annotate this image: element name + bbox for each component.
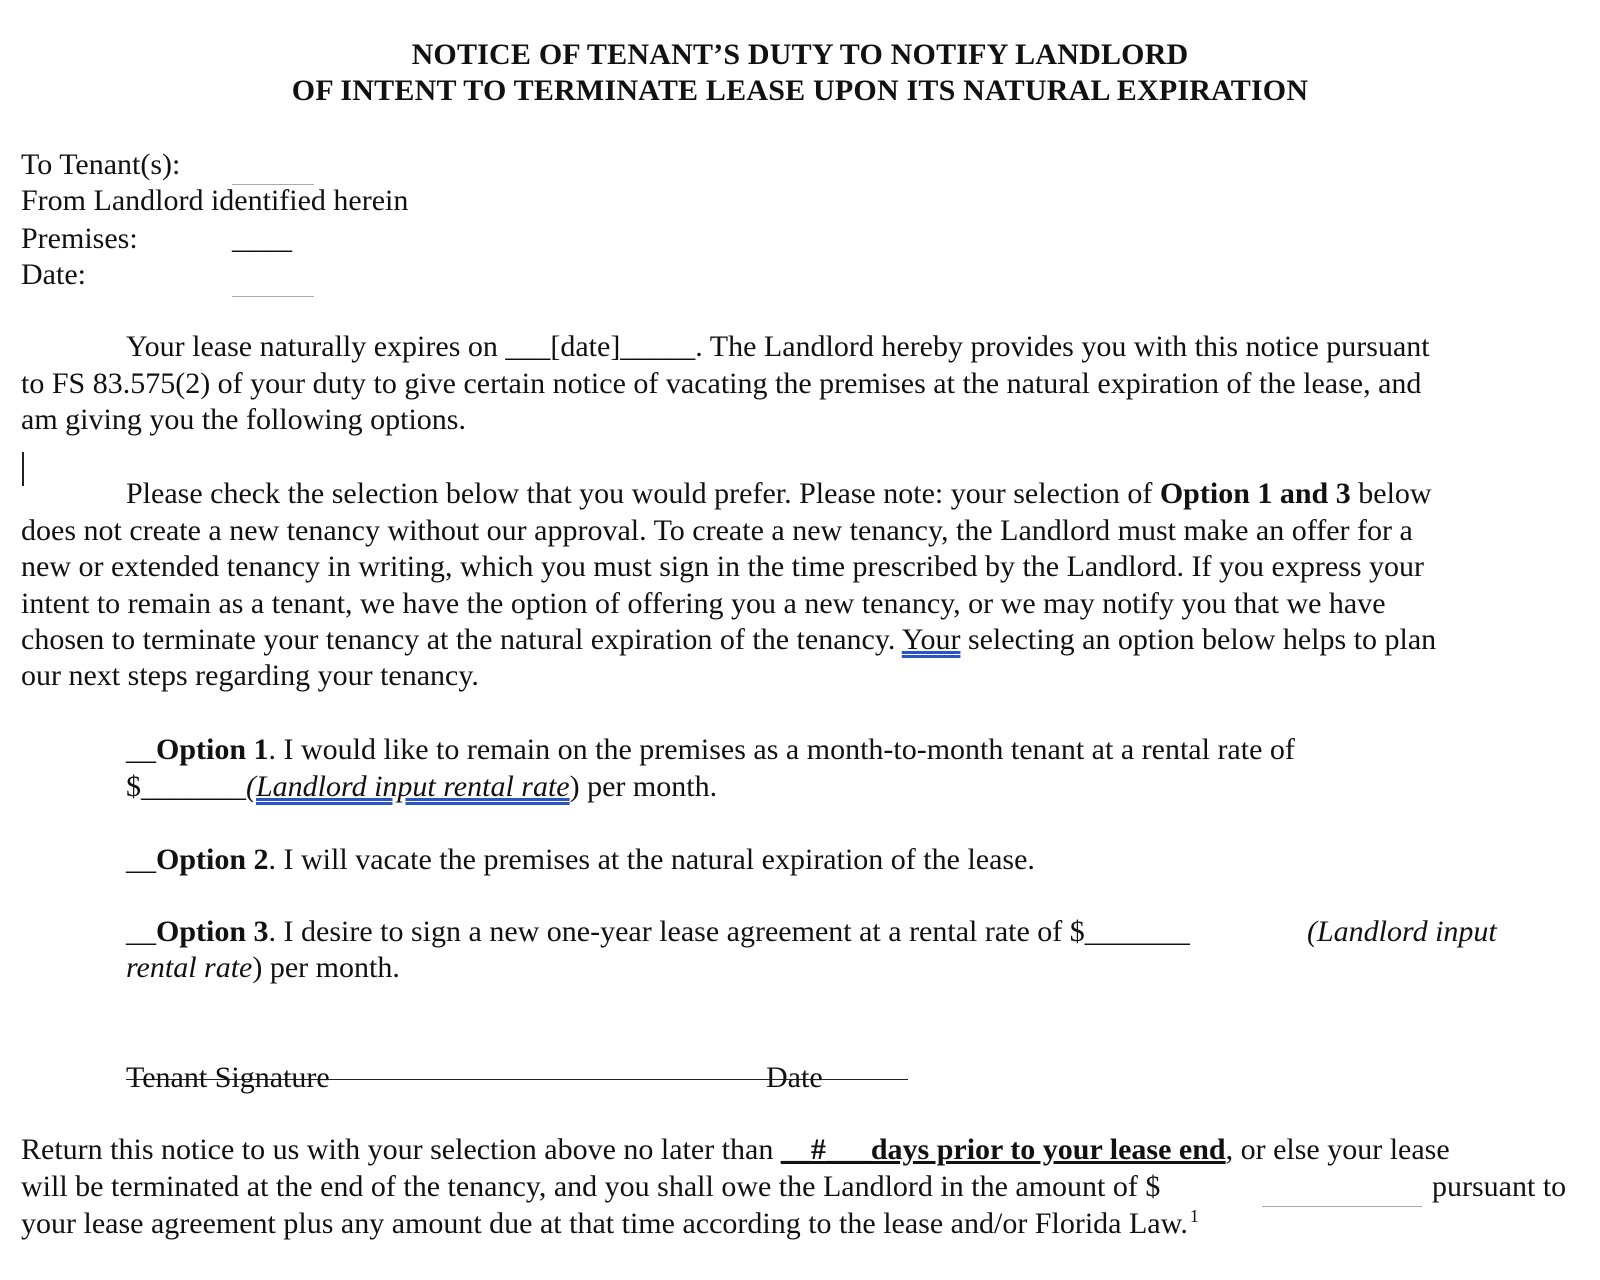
- premises-label: Premises:: [21, 222, 138, 255]
- footnote-marker[interactable]: 1: [1189, 1206, 1199, 1226]
- para2-line-6: our next steps regarding your tenancy.: [21, 659, 479, 692]
- return-amount-field[interactable]: [1262, 1172, 1422, 1207]
- para2-line-1-bold: Option 1 and 3: [1159, 477, 1351, 510]
- option-3-italic-1: (Landlord input: [1307, 915, 1497, 948]
- para2-line-5: [21, 623, 1436, 657]
- text-cursor: [22, 452, 24, 486]
- option-1-checkbox[interactable]: __: [126, 733, 156, 766]
- option-2-line: [126, 843, 1035, 877]
- para2-line-1-pre: Please check the selection below that you would prefer. Please note: your selection of: [126, 477, 1160, 510]
- option-1-text: . I would like to remain on the premises as a month-to-month tenant at a rental rate of: [268, 733, 1295, 766]
- option-3-line-2: [126, 951, 400, 985]
- para2-line-1-post: below: [1350, 477, 1432, 510]
- para2-line-5-post: selecting an option below helps to plan: [960, 623, 1437, 656]
- option-1-line-2: [126, 770, 717, 804]
- option-1-rate-field[interactable]: _______: [141, 770, 246, 803]
- signature-date-label: Date: [766, 1061, 823, 1094]
- return-days-field[interactable]: __#___days prior to your lease end: [780, 1133, 1226, 1166]
- return-line-1: [21, 1133, 1450, 1167]
- option-3-text: . I desire to sign a new one-year lease agreement at a rental rate of $_______: [268, 915, 1190, 948]
- title-line-1: NOTICE OF TENANT’S DUTY TO NOTIFY LANDLORD: [411, 38, 1189, 71]
- para1-line-3: am giving you the following options.: [21, 403, 466, 436]
- para1-line-2: to FS 83.575(2) of your duty to give certain notice of vacating the premises at the natural expiration of the lease, and: [21, 367, 1422, 400]
- option-3-label: Option 3: [156, 915, 269, 948]
- para2-line-2: does not create a new tenancy without our approval. To create a new tenancy, the Landlord must make an offer for a: [21, 514, 1413, 547]
- from-landlord-label: From Landlord identified herein: [21, 184, 409, 217]
- option-3-line-1: [126, 915, 1190, 949]
- option-2-checkbox[interactable]: __: [126, 843, 156, 876]
- para2-line-1: [126, 477, 1432, 511]
- to-tenant-field[interactable]: [232, 150, 314, 185]
- para2-line-5-pre: chosen to terminate your tenancy at the natural expiration of the tenancy.: [21, 623, 902, 656]
- option-3-end: ) per month.: [252, 951, 400, 984]
- title-line-2: OF INTENT TO TERMINATE LEASE UPON ITS NATURAL EXPIRATION: [291, 74, 1309, 107]
- option-1-italic: (Landlord input rental rate: [246, 770, 570, 803]
- option-2-text: . I will vacate the premises at the natural expiration of the lease.: [268, 843, 1035, 876]
- option-1-label: Option 1: [156, 733, 269, 766]
- premises-field[interactable]: ____: [232, 222, 292, 255]
- para2-line-4: intent to remain as a tenant, we have the option of offering you a new tenancy, or we may notify you that we have: [21, 587, 1386, 620]
- your-link[interactable]: Your: [901, 623, 961, 656]
- return-line-1-post: , or else your lease: [1225, 1133, 1450, 1166]
- return-line-2: will be terminated at the end of the tenancy, and you shall owe the Landlord in the amount of $: [21, 1170, 1161, 1203]
- return-line-3: [21, 1206, 1199, 1241]
- date-field[interactable]: [232, 262, 314, 297]
- option-1-dollar: $: [126, 770, 141, 803]
- to-tenant-label: To Tenant(s):: [21, 148, 181, 181]
- para2-line-3: new or extended tenancy in writing, which you must sign in the time prescribed by the Landlord. If you express your: [21, 550, 1424, 583]
- return-line-2-post: pursuant to: [1432, 1170, 1567, 1203]
- option-3-italic-2: rental rate: [126, 951, 253, 984]
- return-line-3-text: your lease agreement plus any amount due at that time according to the lease and/or Florida Law.: [21, 1207, 1188, 1240]
- date-label: Date:: [21, 258, 86, 291]
- return-line-1-pre: Return this notice to us with your selection above no later than: [21, 1133, 781, 1166]
- option-2-label: Option 2: [156, 843, 269, 876]
- option-1-line-1: [126, 733, 1295, 767]
- option-1-end: ) per month.: [569, 770, 718, 803]
- tenant-signature-label: Tenant Signature: [126, 1061, 330, 1094]
- para1-line-1: Your lease naturally expires on ___[date]_____. The Landlord hereby provides you with this notice pursuant: [126, 330, 1430, 363]
- option-3-checkbox[interactable]: __: [126, 915, 156, 948]
